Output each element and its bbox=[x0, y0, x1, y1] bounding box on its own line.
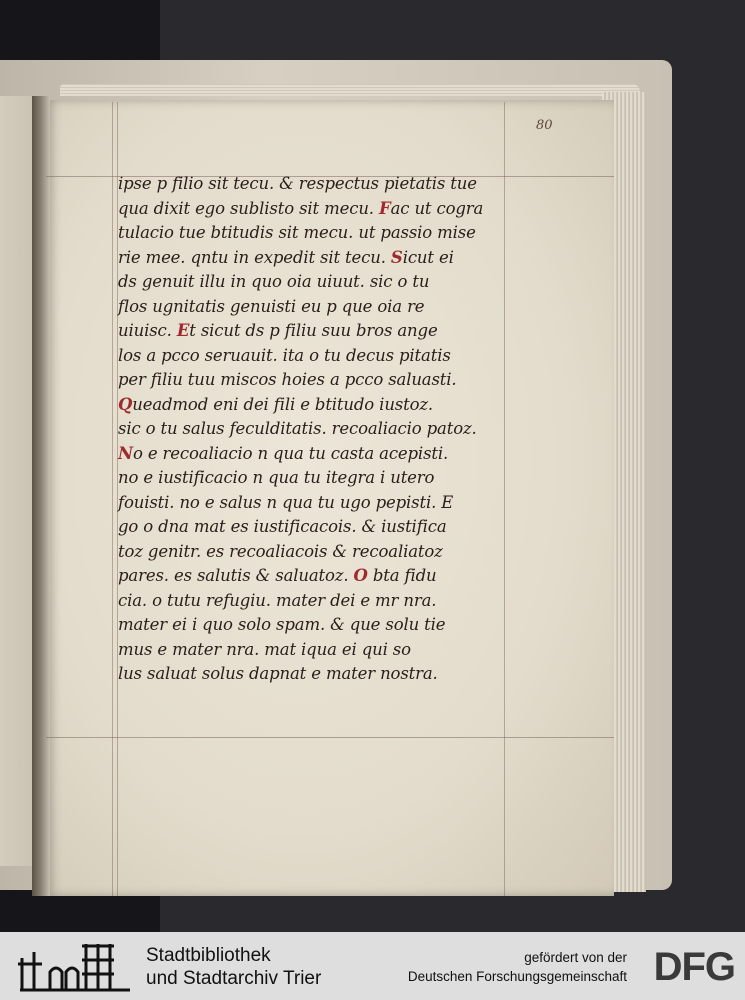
library-name-line2: und Stadtarchiv Trier bbox=[146, 968, 322, 989]
manuscript-line bbox=[118, 662, 528, 687]
line-text-continued: t sicut ds p filiu suu bros ange bbox=[189, 321, 438, 340]
manuscript-line bbox=[118, 515, 528, 540]
line-text: sic o tu salus feculditatis. recoaliacio patoz. bbox=[118, 419, 477, 438]
manuscript-line bbox=[118, 344, 528, 369]
manuscript-line bbox=[118, 466, 528, 491]
line-text-continued: icut ei bbox=[402, 247, 454, 267]
manuscript-text-block bbox=[118, 172, 528, 687]
line-text: ipse p filio sit tecu. & respectus pietatis tue bbox=[118, 174, 477, 193]
manuscript-line bbox=[118, 221, 528, 246]
line-text: rie mee. qntu in expedit sit tecu. bbox=[118, 247, 391, 267]
manuscript-line bbox=[118, 295, 528, 320]
ruling-vertical-left-outer bbox=[112, 102, 113, 896]
line-text: mater ei i quo solo spam. & que solu tie bbox=[118, 615, 446, 634]
rubricated-initial: N bbox=[118, 443, 133, 463]
funding-text-line1: gefördert von der bbox=[524, 950, 627, 965]
line-text: mus e mater nra. mat iqua ei qui so bbox=[118, 639, 411, 659]
book-gutter bbox=[32, 96, 50, 896]
manuscript-line bbox=[118, 368, 528, 393]
manuscript-line bbox=[118, 197, 528, 222]
line-text: tulacio tue btitudis sit mecu. ut passio mise bbox=[118, 223, 476, 242]
line-text: lus saluat solus dapnat e mater nostra. bbox=[118, 664, 438, 683]
line-text: go o dna mat es iustificacois. & iustifica bbox=[118, 517, 447, 536]
line-text: uiuisc. bbox=[118, 321, 177, 340]
line-text: flos ugnitatis genuisti eu p que oia re bbox=[118, 296, 425, 316]
line-text: cia. o tutu refugiu. mater dei e mr nra. bbox=[118, 590, 437, 610]
line-text: no e iustificacio n qua tu itegra i utero bbox=[118, 468, 435, 487]
line-text-continued: ueadmod eni dei fili e btitudo iustoz. bbox=[132, 394, 434, 414]
line-text: qua dixit ego sublisto sit mecu. bbox=[118, 198, 379, 218]
manuscript-line bbox=[118, 442, 528, 467]
library-name-line1: Stadtbibliothek bbox=[146, 945, 271, 966]
manuscript-line bbox=[118, 564, 528, 589]
library-logo-icon bbox=[16, 938, 134, 994]
manuscript-line bbox=[118, 613, 528, 638]
manuscript-line bbox=[118, 491, 528, 516]
line-text: per filiu tuu miscos hoies a pcco saluasti. bbox=[118, 370, 457, 389]
page-stack-top-edge bbox=[60, 84, 640, 96]
rubricated-initial: S bbox=[390, 247, 403, 267]
line-text: toz genitr. es recoaliacois & recoaliatoz bbox=[118, 541, 443, 561]
rubricated-initial: O bbox=[353, 566, 368, 585]
footer-bar bbox=[0, 932, 745, 1000]
manuscript-line bbox=[118, 270, 528, 295]
ruling-horizontal-bottom bbox=[46, 737, 614, 738]
manuscript-line bbox=[118, 589, 528, 614]
manuscript-line bbox=[118, 319, 528, 344]
manuscript-line bbox=[118, 638, 528, 663]
rubricated-initial: E bbox=[176, 321, 190, 340]
line-text-continued: ac ut cogra bbox=[390, 198, 484, 218]
line-text: pares. es salutis & saluatoz. bbox=[118, 566, 354, 585]
folio-number: 80 bbox=[536, 118, 553, 133]
manuscript-line bbox=[118, 246, 528, 271]
line-text-continued: o e recoaliacio n qua tu casta acepisti. bbox=[132, 443, 449, 463]
manuscript-line bbox=[118, 172, 528, 197]
dfg-logo: DFG bbox=[653, 945, 735, 989]
line-text-continued: bta fidu bbox=[367, 566, 437, 585]
manuscript-line bbox=[118, 417, 528, 442]
funding-text-line2: Deutschen Forschungsgemeinschaft bbox=[407, 969, 627, 984]
line-text: los a pcco seruauit. ita o tu decus pitatis bbox=[118, 345, 451, 365]
manuscript-line bbox=[118, 393, 528, 418]
manuscript-line bbox=[118, 540, 528, 565]
line-text: fouisti. no e salus n qua tu ugo pepisti. E bbox=[118, 492, 454, 512]
rubricated-initial: Q bbox=[118, 394, 133, 414]
line-text: ds genuit illu in quo oia uiuut. sic o tu bbox=[118, 272, 430, 291]
rubricated-initial: F bbox=[379, 198, 391, 218]
